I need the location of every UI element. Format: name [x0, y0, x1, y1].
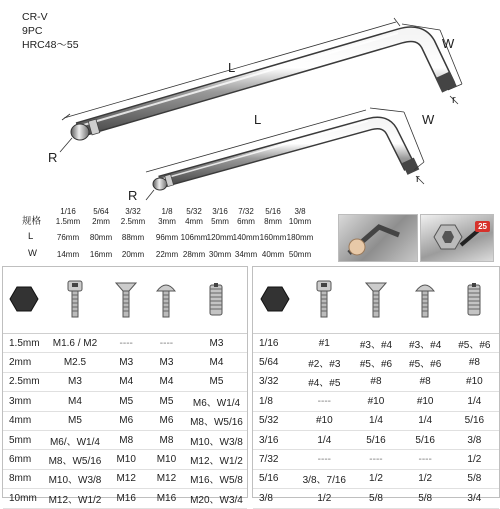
- table-cell: ----: [105, 334, 146, 353]
- table-row-size-cell: 5/64: [253, 353, 297, 372]
- table-row-size-cell: 3/32: [253, 372, 297, 391]
- width-value: 30mm: [208, 250, 232, 259]
- short-width-label: W: [422, 112, 435, 127]
- table-cell: M3: [44, 372, 105, 391]
- table-row: [253, 489, 499, 508]
- table-cell: M4: [105, 372, 146, 391]
- table-row-size-cell: 6mm: [3, 450, 44, 469]
- inch-size: 7/32: [238, 207, 254, 216]
- table-row-size-cell: 10mm: [3, 489, 44, 508]
- table-cell: #5、#6: [450, 334, 499, 353]
- table-row: [253, 334, 499, 353]
- table-cell: M4: [147, 372, 186, 391]
- table-cell: #8: [450, 353, 499, 372]
- table-cell: ----: [297, 450, 351, 469]
- table-cell: M3: [147, 353, 186, 372]
- table-cell: M3: [105, 353, 146, 372]
- table-cell: 5/16: [401, 430, 450, 449]
- width-value: 50mm: [288, 250, 312, 259]
- table-row: [3, 334, 247, 353]
- table-cell: M5: [186, 372, 247, 391]
- header-button-head: [401, 267, 450, 334]
- short-radius-label: R: [128, 188, 138, 203]
- table-cell: 3/8: [450, 430, 499, 449]
- table-cell: M5: [44, 411, 105, 430]
- table-row: [3, 450, 247, 469]
- table-cell: M12、W1/2: [186, 450, 247, 469]
- socket-cap-screw-icon: [64, 279, 86, 319]
- table-row-size-cell: 5/16: [253, 469, 297, 488]
- table-cell: M6、W1/4: [186, 392, 247, 411]
- width-value: 34mm: [234, 250, 258, 259]
- material-label: CR-V: [22, 11, 48, 23]
- header-hex-cell: [3, 267, 44, 334]
- table-cell: ----: [297, 392, 351, 411]
- mm-size: 6mm: [237, 217, 255, 226]
- short-r-label: r: [416, 173, 420, 185]
- table-cell: M6/、W1/4: [44, 430, 105, 449]
- mm-size: 4mm: [185, 217, 203, 226]
- mm-size: 1.5mm: [55, 217, 81, 226]
- mm-size: 10mm: [288, 217, 312, 226]
- table-row-size-cell: 5/32: [253, 411, 297, 430]
- angle-badge: 25: [475, 221, 490, 232]
- socket-cap-screw-icon: [313, 279, 335, 319]
- table-row: [253, 372, 499, 391]
- table-row: [253, 450, 499, 469]
- length-value: 80mm: [89, 233, 113, 242]
- inch-size: 5/16: [265, 207, 281, 216]
- header-set-screw: [450, 267, 499, 334]
- table-row-size-cell: 3/8: [253, 489, 297, 508]
- table-cell: M16、W5/8: [186, 469, 247, 488]
- long-radius-label: R: [48, 150, 58, 165]
- table-cell: M16: [105, 489, 146, 508]
- table-row-size-cell: 8mm: [3, 469, 44, 488]
- table-header-row: [3, 267, 247, 334]
- table-cell: #2、#3: [297, 353, 351, 372]
- length-value: 140mm: [232, 233, 260, 242]
- table-cell: #10: [401, 392, 450, 411]
- table-cell: M6: [147, 411, 186, 430]
- table-row: [3, 411, 247, 430]
- table-cell: ----: [351, 450, 400, 469]
- table-cell: M12: [147, 469, 186, 488]
- table-row-size-cell: 1/16: [253, 334, 297, 353]
- table-cell: #3、#4: [401, 334, 450, 353]
- table-row: [3, 353, 247, 372]
- table-cell: M8: [147, 430, 186, 449]
- table-row: [253, 411, 499, 430]
- table-row: [253, 353, 499, 372]
- table-row-size-cell: 2mm: [3, 353, 44, 372]
- countersunk-screw-icon: [115, 279, 137, 319]
- table-cell: 1/4: [351, 411, 400, 430]
- table-cell: M16: [147, 489, 186, 508]
- length-label: L: [28, 231, 34, 242]
- table-row-size-cell: 4mm: [3, 411, 44, 430]
- width-value: 14mm: [56, 250, 80, 259]
- table-cell: #10: [351, 392, 400, 411]
- table-cell: #8: [401, 372, 450, 391]
- table-cell: 3/4: [450, 489, 499, 508]
- length-value: 88mm: [121, 233, 145, 242]
- inch-size: 5/32: [186, 207, 202, 216]
- table-cell: 5/16: [351, 430, 400, 449]
- mm-size: 5mm: [211, 217, 229, 226]
- table-row-size-cell: 2.5mm: [3, 372, 44, 391]
- table-header-row: [253, 267, 499, 334]
- table-cell: ----: [147, 334, 186, 353]
- table-row: [3, 372, 247, 391]
- table-cell: 5/8: [401, 489, 450, 508]
- width-value: 28mm: [182, 250, 206, 259]
- long-r-label: r: [452, 94, 456, 106]
- width-label: W: [28, 248, 37, 259]
- mm-size: 8mm: [264, 217, 282, 226]
- table-cell: M20、W3/4: [186, 489, 247, 508]
- table-row-size-cell: 1.5mm: [3, 334, 44, 353]
- table-cell: #5、#6: [351, 353, 400, 372]
- inch-size: 3/16: [212, 207, 228, 216]
- table-cell: M4: [44, 392, 105, 411]
- table-row-size-cell: 5mm: [3, 430, 44, 449]
- table-cell: 1/2: [450, 450, 499, 469]
- table-cell: M1.6 / M2: [44, 334, 105, 353]
- inch-size: 1/8: [161, 207, 173, 216]
- table-cell: M8、W5/16: [44, 450, 105, 469]
- table-cell: #3、#4: [351, 334, 400, 353]
- hand-tool-icon: [339, 215, 417, 261]
- table-cell: 1/2: [401, 469, 450, 488]
- mm-size: 2.5mm: [120, 217, 146, 226]
- table-row-size-cell: 1/8: [253, 392, 297, 411]
- length-value: 76mm: [56, 233, 80, 242]
- table-cell: 1/4: [297, 430, 351, 449]
- inch-size: 5/64: [93, 207, 109, 216]
- button-head-screw-icon: [155, 279, 177, 319]
- table-cell: 5/8: [351, 489, 400, 508]
- width-value: 20mm: [121, 250, 145, 259]
- inch-size: 1/16: [60, 207, 76, 216]
- table-cell: 1/2: [351, 469, 400, 488]
- table-cell: 5/8: [450, 469, 499, 488]
- table-cell: #1: [297, 334, 351, 353]
- inch-size: 3/32: [125, 207, 141, 216]
- countersunk-screw-icon: [365, 279, 387, 319]
- table-cell: M10: [105, 450, 146, 469]
- width-value: 16mm: [89, 250, 113, 259]
- header-socket-cap: [44, 267, 105, 334]
- table-cell: M10: [147, 450, 186, 469]
- table-cell: #4、#5: [297, 372, 351, 391]
- table-cell: #5、#6: [401, 353, 450, 372]
- table-row: [3, 392, 247, 411]
- table-cell: M6: [105, 411, 146, 430]
- table-cell: ----: [401, 450, 450, 469]
- table-cell: M4: [186, 353, 247, 372]
- long-hex-key: [71, 33, 457, 140]
- length-value: 180mm: [286, 233, 314, 242]
- length-value: 96mm: [155, 233, 179, 242]
- header-countersunk: [351, 267, 400, 334]
- table-row-size-cell: 3/16: [253, 430, 297, 449]
- table-cell: M5: [147, 392, 186, 411]
- short-hex-key: [153, 121, 419, 190]
- table-row-size-cell: 7/32: [253, 450, 297, 469]
- header-countersunk: [105, 267, 146, 334]
- hardness-label: HRC48～55: [22, 39, 79, 51]
- table-cell: #10: [450, 372, 499, 391]
- inch-size: 3/8: [294, 207, 306, 216]
- mm-size: 3mm: [158, 217, 176, 226]
- usage-photo-2: [420, 214, 494, 262]
- table-cell: M8: [105, 430, 146, 449]
- table-row: [3, 489, 247, 508]
- long-length-label: L: [228, 60, 236, 75]
- hex-key-illustration: [0, 0, 500, 210]
- width-value: 40mm: [261, 250, 285, 259]
- long-width-label: W: [442, 36, 455, 51]
- table-cell: 1/4: [401, 411, 450, 430]
- usage-photo-1: [338, 214, 418, 262]
- table-cell: 5/16: [450, 411, 499, 430]
- table-cell: M10、W3/8: [44, 469, 105, 488]
- table-cell: M8、W5/16: [186, 411, 247, 430]
- table-row: [253, 469, 499, 488]
- table-cell: 3/8、7/16: [297, 469, 351, 488]
- table-row-size-cell: 3mm: [3, 392, 44, 411]
- length-value: 106mm: [180, 233, 208, 242]
- header-set-screw: [186, 267, 247, 334]
- button-head-screw-icon: [414, 279, 436, 319]
- count-label: 9PC: [22, 25, 43, 37]
- table-cell: M2.5: [44, 353, 105, 372]
- short-length-label: L: [254, 112, 262, 127]
- width-value: 22mm: [155, 250, 179, 259]
- table-row: [3, 469, 247, 488]
- table-row: [253, 392, 499, 411]
- set-screw-icon: [463, 279, 485, 319]
- length-value: 160mm: [259, 233, 287, 242]
- imperial-compatibility-table: [252, 266, 500, 504]
- table-cell: M12: [105, 469, 146, 488]
- table-row: [253, 430, 499, 449]
- set-screw-icon: [205, 279, 227, 319]
- metric-compatibility-table: [2, 266, 248, 506]
- hex-icon: [9, 284, 39, 314]
- size-label: 规格: [22, 216, 42, 227]
- table-cell: M3: [186, 334, 247, 353]
- mm-size: 2mm: [92, 217, 110, 226]
- table-cell: 1/4: [450, 392, 499, 411]
- table-cell: M10、W3/8: [186, 430, 247, 449]
- table-cell: #10: [297, 411, 351, 430]
- header-hex-cell: [253, 267, 297, 334]
- header-socket-cap: [297, 267, 351, 334]
- length-value: 120mm: [206, 233, 234, 242]
- header-button-head: [147, 267, 186, 334]
- table-cell: M12、W1/2: [44, 489, 105, 508]
- table-row: [3, 430, 247, 449]
- table-cell: M5: [105, 392, 146, 411]
- table-cell: 1/2: [297, 489, 351, 508]
- table-cell: #8: [351, 372, 400, 391]
- hex-icon: [260, 284, 290, 314]
